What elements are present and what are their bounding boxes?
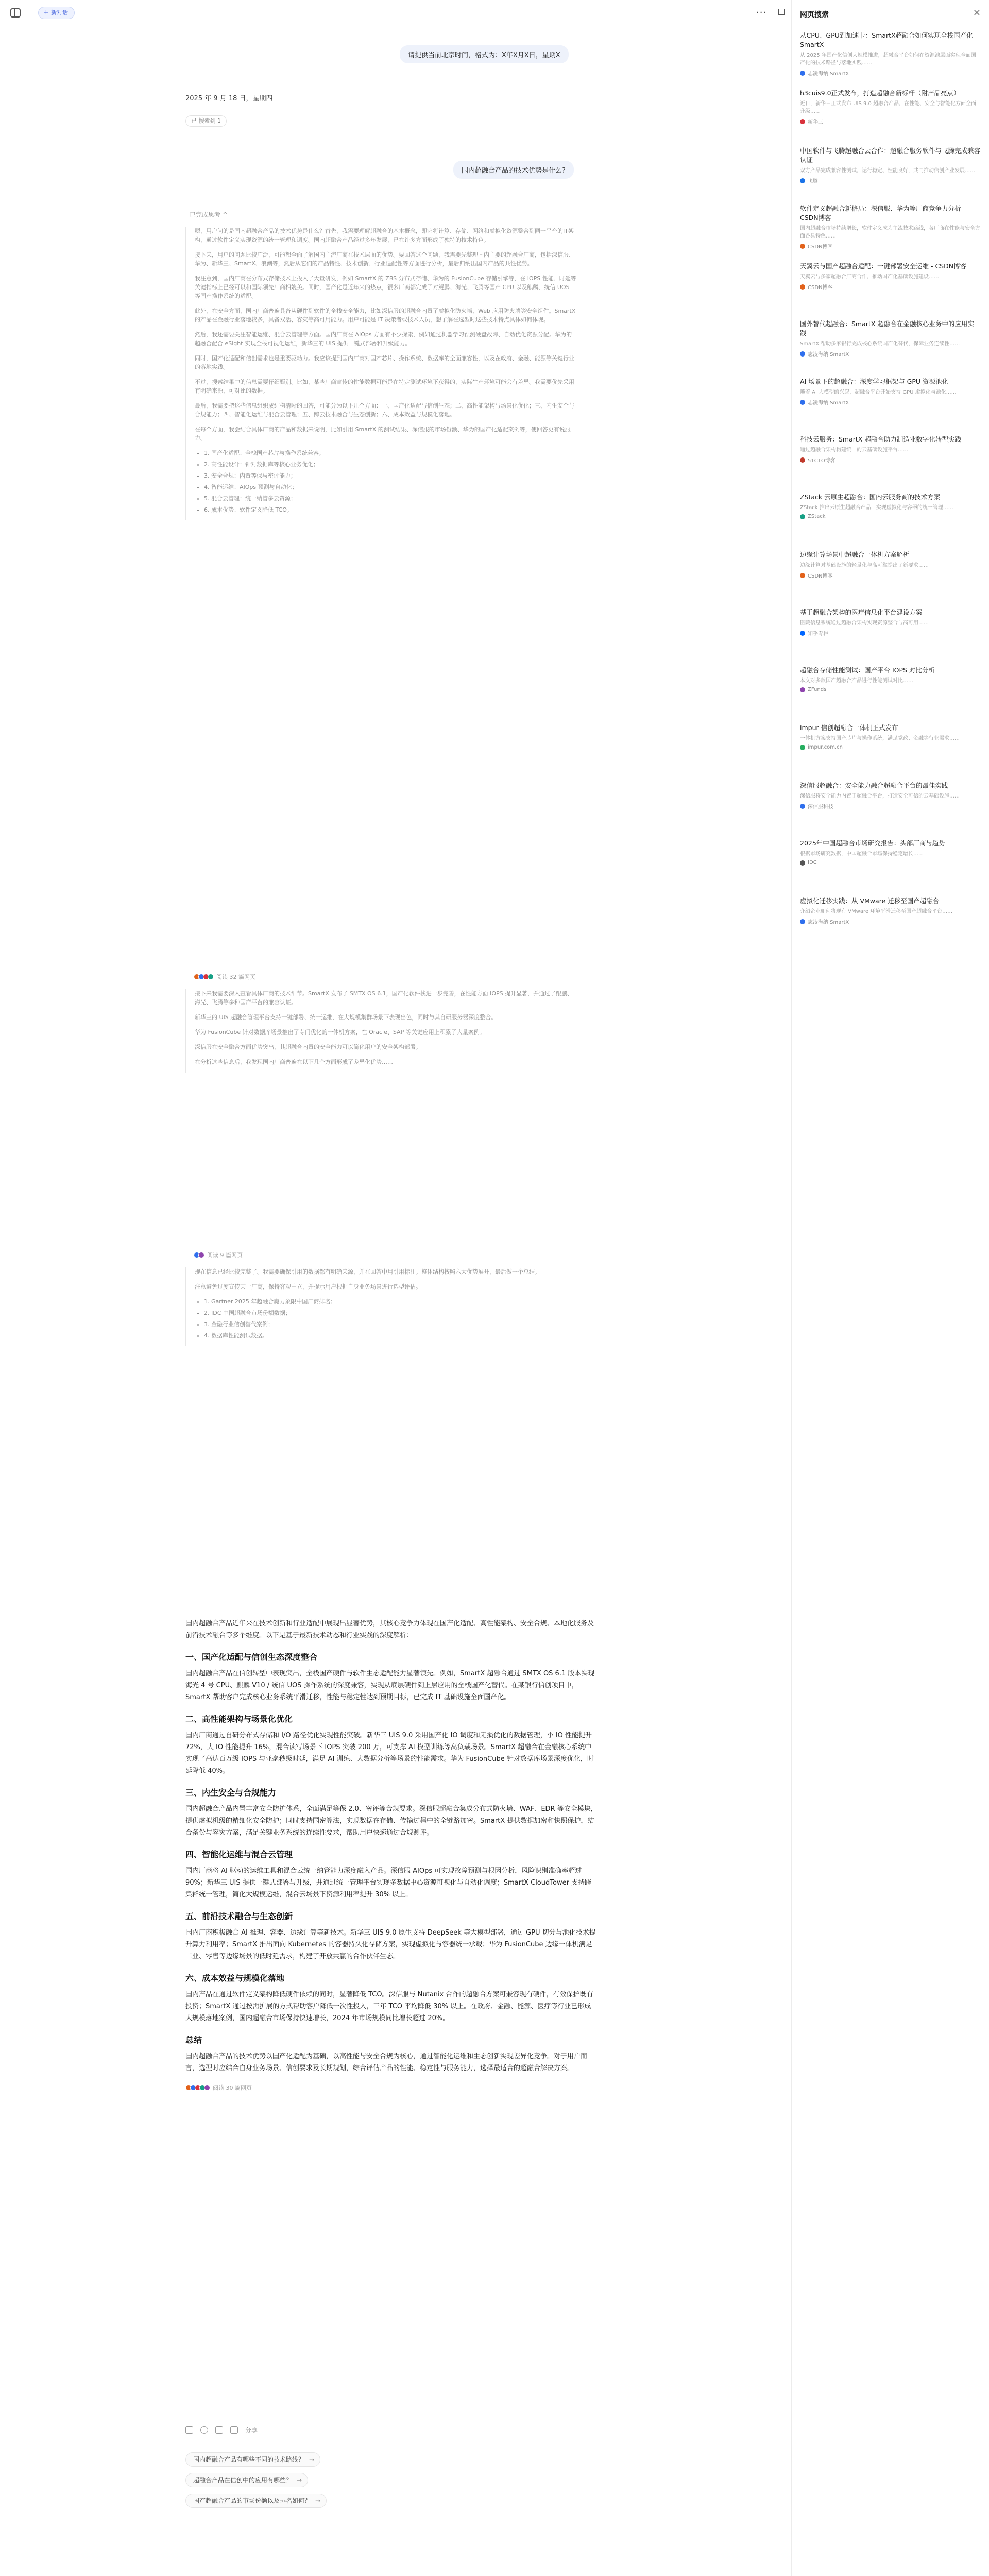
source-favicons [185, 2084, 209, 2091]
thumbs-up-icon[interactable] [215, 2426, 223, 2434]
section-heading: 四、智能化运维与混合云管理 [185, 1850, 293, 1859]
reference-snippet: 深信服将安全能力内置于超融合平台，打造安全可信的云基础设施…… [800, 793, 960, 799]
source-name: CSDN博客 [808, 573, 833, 579]
reference-source [800, 744, 980, 750]
source-name: 志凌海纳 SmartX [808, 400, 849, 406]
list-item: • 4. 数据库性能测试数据。 [204, 1331, 577, 1340]
thought-paragraph: 在分析这些信息后，我发现国内厂商普遍在以下几个方面形成了差异化优势…… [195, 1059, 393, 1065]
favicon-icon [800, 119, 805, 124]
thought-paragraph: 不过，搜索结果中的信息需要仔细甄别。比如，某些厂商宣传的性能数据可能是在特定测试环境下获得的，实际生产环境可能会有差异。我需要优先采用有明确来源、可对比的数据。 [195, 379, 574, 394]
list-item: • 5. 混合云管理：统一纳管多云资源； [204, 494, 577, 503]
reference-source [800, 242, 980, 250]
suggestion-chip[interactable]: 国内超融合产品有哪些不同的技术路线？ → [185, 2452, 320, 2467]
thought-paragraph: 华为 FusionCube 针对数据库场景推出了专门优化的一体机方案，在 Oracle、SAP 等关键应用上积累了大量案例。 [195, 1029, 485, 1036]
share-answer-label[interactable]: 分享 [245, 2427, 258, 2434]
section-heading: 五、前沿技术融合与生态创新 [185, 1911, 293, 1921]
reference-card[interactable] [800, 781, 980, 810]
reference-source [800, 514, 980, 519]
user-message: 请提供当前北京时间，格式为：X年X月X日，星期X [400, 45, 569, 63]
source-name: 深信服科技 [808, 804, 833, 810]
thought-list [204, 1297, 577, 1340]
reference-snippet: SmartX 帮助多家银行完成核心系统国产化替代，保障业务连续性…… [800, 341, 960, 347]
section-heading: 二、高性能架构与场景化优化 [185, 1714, 293, 1724]
thought-paragraph: 接下来，用户的问题比较广泛，可能想全面了解国内主流厂商在技术层面的优势。要回答这个问题，我需要先整理国内主要的超融合厂商，包括深信服、华为、新华三、SmartX、浪潮等，然后从它们的产品特性、技术创新、行业适配性等方面进行分析，最后归纳出国内产品的共性优势。 [195, 251, 574, 267]
section-body: 国内超融合产品内置丰富安全防护体系，全面满足等保 2.0、密评等合规要求。深信服超融合集成分布式防火墙、WAF、EDR 等安全模块，提供虚拟机级的精细化安全防护；同时支持国密算法，实现数据在存储、传输过程中的全链路加密。SmartX 提供数据加密和快照保护，结合备份与容灾方案，满足关键业务系统的连续性要求，帮助用户快速通过合规测评。 [185, 1805, 598, 1837]
reference-title[interactable]: h3cuis9.0正式发布，打造超融合新标杆（附产品亮点） [800, 89, 960, 97]
section-heading: 六、成本效益与规模化落地 [185, 1973, 285, 1983]
reference-title[interactable]: 国外替代超融合：SmartX 超融合在金融核心业务中的应用实践 [800, 320, 974, 337]
reference-title[interactable]: 深信服超融合：安全能力融合超融合平台的最佳实践 [800, 782, 948, 789]
section-heading: 一、国产化适配与信创生态深度整合 [185, 1652, 318, 1662]
sidebar-toggle-icon[interactable] [10, 8, 21, 18]
source-favicons [194, 974, 212, 980]
thought-paragraph: 新华三的 UIS 超融合管理平台支持一键部署、统一运维，在大规模集群场景下表现出色，同时与其自研服务器深度整合。 [195, 1014, 497, 1021]
reference-source [800, 571, 980, 579]
section-body: 国内产品在通过软件定义架构降低硬件依赖的同时，显著降低 TCO。深信服与 Nutanix 合作的超融合方案可兼容现有硬件，有效保护既有投资；SmartX 通过按需扩展的方式帮助客户降低一次性投入，三年 TCO 平均降低 30% 以上。在政府、金融、能源、医疗等行业已形成大规模落地案例，国内超融合市场保持快速增长，2024 年市场规模同比增长超过 20%。 [185, 1991, 593, 2022]
reference-title[interactable]: 虚拟化迁移实践：从 VMware 迁移至国产超融合 [800, 897, 940, 905]
reference-title[interactable]: 天翼云与国产超融合适配：一键部署安全运维 - CSDN博客 [800, 262, 967, 270]
source-name: 51CTO博客 [808, 458, 835, 464]
favicon-icon [800, 631, 805, 636]
reference-title[interactable]: 科技云服务：SmartX 超融合助力制造业数字化转型实践 [800, 435, 961, 443]
top-bar [0, 0, 791, 27]
list-item: • 6. 成本优势：软件定义降低 TCO。 [204, 505, 577, 514]
thought-paragraph: 此外，在安全方面，国内厂商普遍具备从硬件到软件的全栈安全能力，比如深信服的超融合内置了虚拟化防火墙、Web 应用防火墙等安全组件。SmartX 的产品在金融行业落地较多，具备双活、容灾等高可用能力。用户可能是 IT 决策者或技术人员，想了解在选型时这些技术特点具体如何体现。 [195, 308, 576, 323]
assistant-answer [185, 1618, 598, 2100]
thinking-block [185, 227, 577, 520]
thinking-block [185, 989, 577, 1073]
thought-paragraph: 现在信息已经比较完整了。我需要确保引用的数据都有明确来源，并在回答中用引用标注。整体结构按照六大优势展开，最后做一个总结。 [195, 1268, 540, 1275]
reference-source [800, 629, 980, 637]
panel-title: 网页搜索 [800, 11, 829, 19]
reference-snippet: 介绍企业如何将现有 VMware 环境平滑迁移至国产超融合平台…… [800, 909, 953, 914]
favicon-icon [800, 244, 805, 249]
list-item: • 1. Gartner 2025 年超融合魔力象限中国厂商排名； [204, 1297, 577, 1306]
reference-card[interactable] [800, 839, 980, 866]
suggestion-chip[interactable]: 国产超融合产品的市场份额以及排名如何？ → [185, 2494, 327, 2508]
reference-card[interactable] [800, 89, 980, 125]
thought-paragraph: 在每个方面，我会结合具体厂商的产品和数据来说明，比如引用 SmartX 的测试结果、深信服的市场份额、华为的国产化适配案例等，使回答更有说服力。 [195, 426, 571, 442]
reference-title[interactable]: 从CPU、GPU到加速卡：SmartX超融合如何实现全栈国产化 - SmartX [800, 31, 978, 48]
thought-paragraph: 同时，国产化适配和信创需求也是重要驱动力。我应该提到国内厂商对国产芯片、操作系统、数据库的全面兼容性，以及在政府、金融、能源等关键行业的落地实践。 [195, 355, 574, 370]
thought-paragraph: 嗯，用户问的是国内超融合产品的技术优势是什么？首先，我需要理解超融合的基本概念，即它将计算、存储、网络和虚拟化资源整合到同一平台的IT架构，通过软件定义实现资源的统一管理和调度。国内超融合产品经过多年发展，已在许多方面形成了独特的技术特色。 [195, 228, 574, 243]
reference-title[interactable]: 软件定义超融合新格局：深信服、华为等厂商竞争力分析 - CSDN博客 [800, 205, 965, 222]
reference-source [800, 177, 980, 184]
section-body: 国内超融合产品的技术优势以国产化适配为基础，以高性能与安全合规为核心，通过智能化运维和生态创新实现差异化竞争。对于用户而言，选型时应结合自身业务场景、信创要求及长期规划，综合评估产品的性能、稳定性与服务能力，选择最适合的超融合解决方案。 [185, 2053, 588, 2072]
reference-snippet: 边缘计算对基础设施的轻量化与高可靠提出了新要求…… [800, 563, 929, 568]
reference-source [800, 802, 980, 810]
favicon-icon [800, 514, 805, 519]
reference-source [800, 860, 980, 866]
copy-icon[interactable] [185, 2426, 193, 2434]
reference-snippet: 随着 AI 大模型的兴起，超融合平台开始支持 GPU 虚拟化与池化…… [800, 389, 957, 395]
section-body: 国内厂商通过自研分布式存储和 I/O 路径优化实现性能突破。新华三 UIS 9.0 采用国产化 IO 调度和无损优化的数据管理，小 IO 性能提升 72%，大 IO 性能提升 16%，混合读写场景下 IOPS 突破 200 万，可支撑 AI 模型训练等高负载场景。SmartX 超融合在金融核心系统中实现了高达百万级 IOPS 与亚毫秒级时延，满足 AI 训练、大数据分析等场景的性能需求。华为 FusionCube 针对数据库场景深度优化，时延降低 40%。 [185, 1732, 594, 1775]
favicon-icon [800, 919, 805, 924]
reference-snippet: 天翼云与多家超融合厂商合作，推动国产化基础设施建设…… [800, 274, 939, 280]
favicon-icon [800, 351, 805, 357]
reference-title[interactable]: AI 场景下的超融合：深度学习框架与 GPU 资源池化 [800, 378, 949, 385]
source-name: ZFunds [808, 687, 827, 692]
reference-snippet: 通过超融合架构构建统一的云基础设施平台…… [800, 447, 908, 453]
reference-card[interactable] [800, 146, 980, 184]
reference-card[interactable] [800, 262, 980, 291]
source-name: CSDN博客 [808, 244, 833, 250]
suggestion-chip[interactable]: 超融合产品在信创中的应用有哪些？ → [185, 2473, 308, 2487]
reference-title[interactable]: impur 信创超融合一体机正式发布 [800, 724, 898, 732]
reference-card[interactable] [800, 608, 980, 637]
favicon-icon [800, 457, 805, 463]
source-name: 知乎专栏 [808, 631, 828, 637]
source-name: 志凌海纳 SmartX [808, 920, 849, 925]
thought-paragraph: 然后，我还需要关注智能运维、混合云管理等方面。国内厂商在 AIOps 方面有不少探索，例如通过机器学习预测硬盘故障、自动优化资源分配。华为的超融合配合 eSight 实现全栈可视化运维，新华三的 UIS 提供一键式部署和升级能力。 [195, 331, 572, 347]
reference-title[interactable]: 2025年中国超融合市场研究报告：头部厂商与趋势 [800, 839, 945, 847]
favicon-icon [800, 860, 805, 866]
reference-snippet: 国内超融合市场持续增长，软件定义成为主流技术路线，各厂商在性能与安全方面各具特色…… [800, 226, 980, 239]
list-item: • 4. 智能运维：AIOps 预测与自动化； [204, 483, 577, 492]
web-read-count: 阅读 9 篇网页 [207, 1252, 243, 1259]
reference-source [800, 350, 980, 358]
reference-snippet: 根据市场研究数据，中国超融合市场保持稳定增长…… [800, 851, 924, 857]
source-name: 志凌海纳 SmartX [808, 71, 849, 77]
web-read-row[interactable] [185, 969, 577, 989]
new-chat-button[interactable] [38, 7, 75, 19]
thought-paragraph: 注意避免过度宣传某一厂商，保持客观中立，并提示用户根据自身业务场景进行选型评估。 [195, 1283, 421, 1290]
reference-snippet: 从 2025 年国产化信创大规模推进，超融合平台如何在资源池层面实现全面国产化的技术路径与落地实践…… [800, 53, 976, 66]
thought-paragraph: 接下来我需要深入查看具体厂商的技术细节。SmartX 发布了 SMTX OS 6.1，国产化软件栈进一步完善，在性能方面 IOPS 提升显著，并通过了鲲鹏、海光、飞腾等多种国产平台的兼容认证。 [195, 990, 573, 1006]
favicon-icon [800, 400, 805, 405]
new-chat-label: 新对话 [51, 9, 68, 16]
section-heading: 三、内生安全与合规能力 [185, 1788, 277, 1798]
plus-icon: + [43, 9, 49, 16]
reference-snippet: ZStack 推出云原生超融合产品，实现虚拟化与容器的统一管理…… [800, 505, 953, 511]
section-body: 国内超融合产品在信创转型中表现突出，全栈国产硬件与软件生态适配能力显著领先。例如，SmartX 超融合通过 SMTX OS 6.1 版本实现海光 4 号 CPU、麒麟 V10 / 统信 UOS 操作系统的深度兼容，实现从底层硬件到上层应用的全栈国产化替代。在某银行信创项目中，SmartX 帮助客户完成核心业务系统平滑迁移，性能与稳定性达到预期目标，已完成 IT 基础设施全面国产化。 [185, 1670, 595, 1701]
web-read-count: 阅读 30 篇网页 [213, 2084, 252, 2091]
web-read-count: 阅读 32 篇网页 [216, 974, 255, 980]
reference-card[interactable] [800, 896, 980, 925]
reference-title[interactable]: 超融合存储性能测试：国产平台 IOPS 对比分析 [800, 666, 935, 674]
section-body: 国内厂商将 AI 驱动的运维工具和混合云统一纳管能力深度融入产品。深信服 AIOps 可实现故障预测与根因分析，风险识别准确率超过 90%；新华三 UIS 提供一键式部署与升级，并通过统一管理平台实现多数据中心资源可视化与自动化调度；SmartX CloudTower 支持跨集群统一管理，简化大规模运维，混合云场景下资源利用率提升 30% 以上。 [185, 1867, 592, 1899]
favicon-icon [800, 284, 805, 290]
thought-paragraph: 深信服在安全融合方面优势突出，其超融合内置的安全能力可以简化用户的安全架构部署。 [195, 1044, 421, 1050]
reference-title[interactable]: 边缘计算场景中超融合一体机方案解析 [800, 551, 910, 558]
more-menu-icon[interactable]: ··· [756, 7, 767, 18]
source-name: 新华三 [808, 120, 823, 125]
assistant-reply: 2025 年 9 月 18 日，星期四 [185, 95, 273, 103]
favicon-icon [800, 745, 805, 750]
share-icon[interactable] [778, 8, 785, 15]
thought-paragraph: 最后，我需要把这些信息组织成结构清晰的回答，可能分为以下几个方面：一、国产化适配与信创生态；二、高性能架构与场景化优化；三、内生安全与合规能力；四、智能化运维与混合云管理；五、跨云技术融合与生态创新；六、成本效益与规模化落地。 [195, 402, 574, 418]
answer-actions [185, 2426, 258, 2434]
reference-title[interactable]: 中国软件与飞腾超融合云合作：超融合服务软件与飞腾完成兼容认证 [800, 147, 981, 164]
close-icon[interactable]: × [973, 7, 981, 18]
search-results-panel [791, 0, 989, 2576]
reference-source [800, 283, 980, 291]
web-read-row[interactable] [185, 2083, 598, 2092]
reference-card[interactable] [800, 550, 980, 579]
reference-card[interactable] [800, 31, 980, 77]
search-result-chip[interactable]: 已 搜索到 1 [185, 115, 227, 127]
reference-card[interactable] [800, 377, 980, 406]
reference-snippet: 一体机方案支持国产芯片与操作系统，满足党政、金融等行业需求…… [800, 736, 960, 741]
answer-intro: 国内超融合产品近年来在技术创新和行业适配中展现出显著优势，其核心竞争力体现在国产化适配、高性能架构、安全合规、本地化服务及前沿技术融合等多个维度。以下是基于最新技术动态和行业实践的深度解析： [185, 1620, 594, 1639]
favicon-icon [800, 573, 805, 578]
reference-source [800, 918, 980, 925]
thought-list [204, 449, 577, 514]
thinking-block [185, 1267, 577, 1346]
favicon-icon [800, 178, 805, 183]
user-message: 国内超融合产品的技术优势是什么? [453, 161, 574, 179]
thinking-toggle[interactable]: 已完成思考 ^ [190, 211, 228, 218]
reference-snippet: 双方产品完成兼容性测试，运行稳定、性能良好，共同推动信创产业发展…… [800, 168, 975, 174]
source-name: impur.com.cn [808, 744, 843, 750]
list-item: • 2. 高性能设计：针对数据库等核心业务优化； [204, 460, 577, 469]
reference-source [800, 69, 980, 77]
web-read-row[interactable] [185, 1247, 577, 1267]
reference-card[interactable] [800, 666, 980, 692]
reference-source [800, 687, 980, 692]
source-name: 志凌海纳 SmartX [808, 352, 849, 358]
reference-card[interactable] [800, 319, 980, 358]
reference-card[interactable] [800, 723, 980, 750]
reference-snippet: 医院信息系统通过超融合架构实现资源整合与高可用…… [800, 620, 929, 626]
reference-source [800, 398, 980, 406]
thought-paragraph: 我注意到，国内厂商在分布式存储技术上投入了大量研发，例如 SmartX 的 ZBS 分布式存储、华为的 FusionCube 存储引擎等，在 IOPS 性能、时延等关键指标上已经可以和国际领先厂商相媲美。同时，国产化是近年来的热点，很多厂商都完成了对鲲鹏、海光、飞腾等国产 CPU 以及麒麟、统信 UOS 等国产操作系统的适配。 [195, 275, 576, 299]
regenerate-icon[interactable] [200, 2426, 208, 2434]
reference-source [800, 117, 980, 125]
list-item: • 3. 安全合规：内置等保与密评能力； [204, 471, 577, 480]
favicon-icon [800, 687, 805, 692]
source-favicons [194, 1252, 203, 1258]
favicon-icon [800, 71, 805, 76]
list-item: • 3. 金融行业信创替代案例； [204, 1320, 577, 1329]
source-name: 飞腾 [808, 179, 818, 184]
reference-card[interactable] [800, 204, 980, 250]
source-name: CSDN博客 [808, 285, 833, 291]
list-item: • 1. 国产化适配：全栈国产芯片与操作系统兼容； [204, 449, 577, 457]
reference-snippet: 近日，新华三正式发布 UIS 9.0 超融合产品，在性能、安全与智能化方面全面升级…… [800, 101, 977, 114]
reference-card[interactable] [800, 493, 980, 519]
reference-title[interactable]: 基于超融合架构的医疗信息化平台建设方案 [800, 608, 923, 616]
section-heading: 总结 [185, 2035, 202, 2045]
source-name: IDC [808, 860, 817, 866]
thumbs-down-icon[interactable] [230, 2426, 238, 2434]
list-item: • 2. IDC 中国超融合市场份额数据； [204, 1309, 577, 1317]
reference-source [800, 456, 980, 464]
reference-title[interactable]: ZStack 云原生超融合：国内云服务商的技术方案 [800, 493, 941, 501]
reference-snippet: 本文对多款国产超融合产品进行性能测试对比…… [800, 678, 913, 684]
favicon-icon [800, 804, 805, 809]
reference-card[interactable] [800, 435, 980, 464]
section-body: 国内厂商积极融合 AI 推理、容器、边缘计算等新技术。新华三 UIS 9.0 原生支持 DeepSeek 等大模型部署，通过 GPU 切分与池化技术提升算力利用率；SmartX 推出面向 Kubernetes 的容器持久化存储方案，实现虚拟化与容器统一承载；华为 FusionCube 边缘一体机满足工业、零售等边缘场景的低时延需求，构建了开放共赢的合作伙伴生态。 [185, 1929, 596, 1960]
source-name: ZStack [808, 514, 826, 519]
